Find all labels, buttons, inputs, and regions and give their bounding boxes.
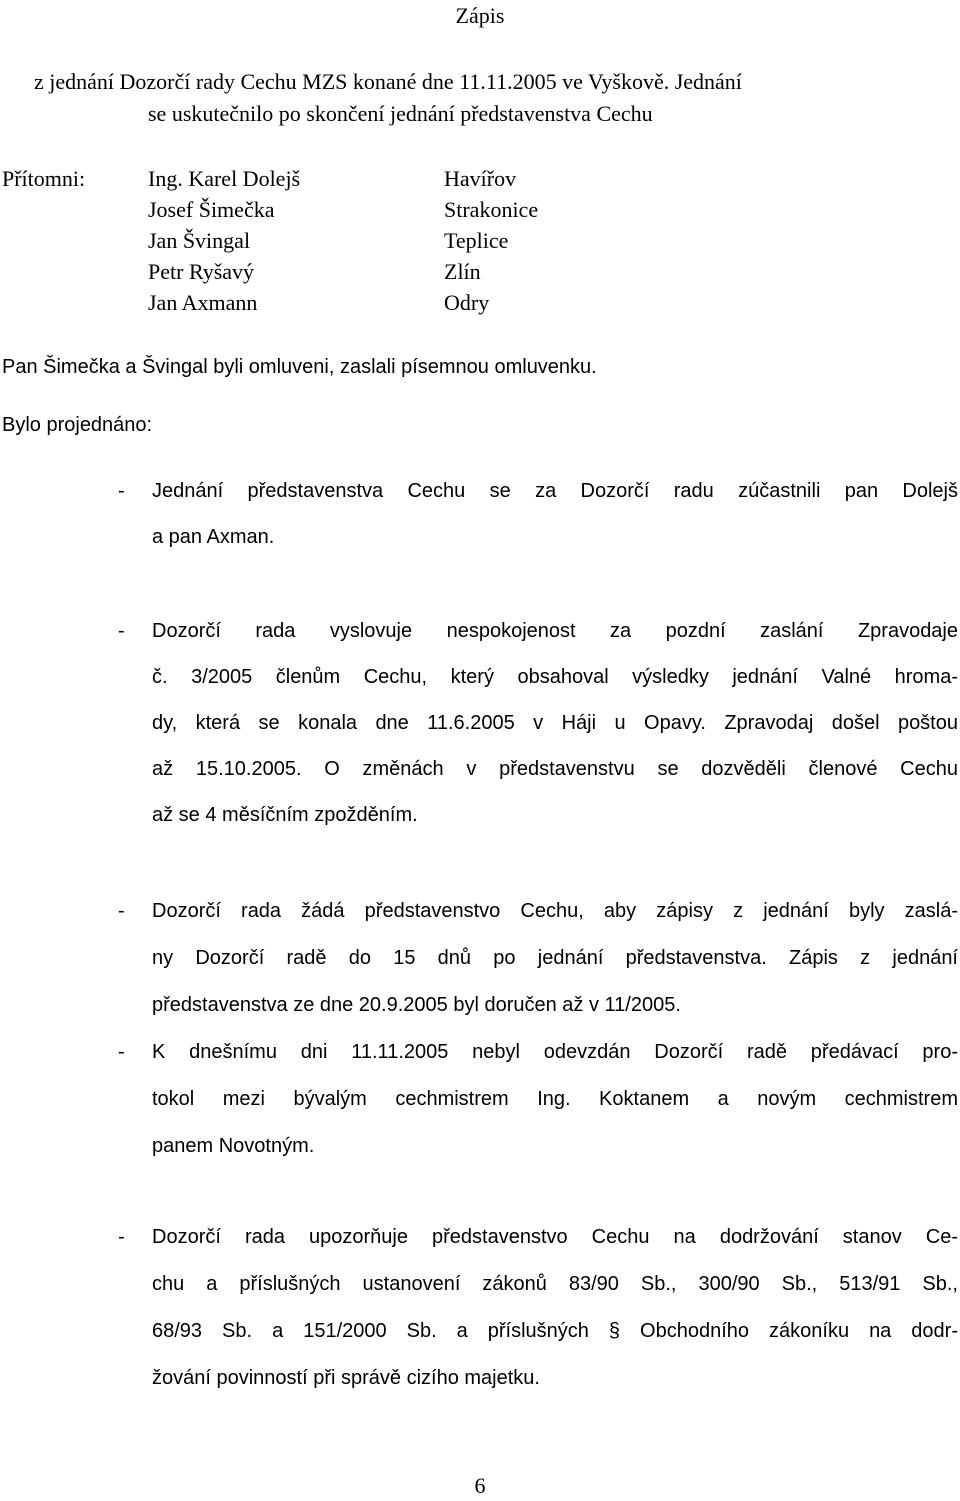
- text-line: panem Novotným.: [152, 1135, 315, 1157]
- attendee-place: Zlín: [444, 259, 481, 284]
- attendee-place: Havířov: [444, 166, 517, 191]
- text-line: až 15.10.2005. O změnách v představenstvu se dozvěděli členové Cechu: [152, 758, 958, 780]
- agenda-item-text: [152, 608, 958, 838]
- agenda-item-text: [152, 1214, 958, 1402]
- attendee-place: Odry: [444, 290, 490, 315]
- discussed-label: Bylo projednáno:: [2, 414, 153, 436]
- text-line: ny Dozorčí radě do 15 dnů po jednání představenstva. Zápis z jednání: [152, 947, 958, 969]
- list-dash: -: [118, 1226, 125, 1248]
- text-line: 68/93 Sb. a 151/2000 Sb. a příslušných § Obchodního zákoníku na dodr-: [152, 1320, 958, 1342]
- text-line: Dozorčí rada žádá představenstvo Cechu, aby zápisy z jednání byly zaslá-: [152, 900, 958, 922]
- text-line: až se 4 měsíčním zpožděním.: [152, 804, 418, 826]
- attendee-name: Jan Švingal: [148, 228, 251, 253]
- agenda-item-text: [152, 468, 958, 560]
- agenda-item-text: [152, 1029, 958, 1170]
- text-line: chu a příslušných ustanovení zákonů 83/90 Sb., 300/90 Sb., 513/91 Sb.,: [152, 1273, 958, 1295]
- page-number: 6: [474, 1473, 486, 1498]
- list-dash: -: [118, 480, 125, 502]
- text-line: žování povinností při správě cizího majetku.: [152, 1367, 540, 1389]
- list-dash: -: [118, 1041, 125, 1063]
- subtitle-line-1: z jednání Dozorčí rady Cechu MZS konané dne 11.11.2005 ve Vyškově. Jednání: [34, 69, 742, 94]
- text-line: K dnešnímu dni 11.11.2005 nebyl odevzdán Dozorčí radě předávací pro-: [152, 1041, 958, 1063]
- document-title: Zápis: [455, 3, 505, 28]
- attendee-place: Strakonice: [444, 197, 539, 222]
- attendee-name: Jan Axmann: [148, 290, 258, 315]
- text-line: představenstva ze dne 20.9.2005 byl doručen až v 11/2005.: [152, 994, 681, 1016]
- attendee-place: Teplice: [444, 228, 509, 253]
- text-line: a pan Axman.: [152, 526, 275, 548]
- text-line: Dozorčí rada vyslovuje nespokojenost za pozdní zaslání Zpravodaje: [152, 620, 958, 642]
- agenda-item-text: [152, 888, 958, 1029]
- list-dash: -: [118, 620, 125, 642]
- subtitle-line-2: se uskutečnilo po skončení jednání představenstva Cechu: [148, 101, 653, 126]
- text-line: č. 3/2005 členům Cechu, který obsahoval výsledky jednání Valné hroma-: [152, 666, 958, 688]
- attendee-name: Petr Ryšavý: [148, 259, 255, 284]
- text-line: Jednání představenstva Cechu se za Dozorčí radu zúčastnili pan Dolejš: [152, 480, 958, 502]
- excused-note: Pan Šimečka a Švingal byli omluveni, zaslali písemnou omluvenku.: [2, 356, 597, 378]
- text-line: tokol mezi bývalým cechmistrem Ing. Koktanem a novým cechmistrem: [152, 1088, 958, 1110]
- text-line: dy, která se konala dne 11.6.2005 v Háji u Opavy. Zpravodaj došel poštou: [152, 712, 958, 734]
- attendance-label: Přítomni:: [2, 166, 86, 191]
- attendee-name: Josef Šimečka: [148, 197, 275, 222]
- attendee-name: Ing. Karel Dolejš: [148, 166, 301, 191]
- text-line: Dozorčí rada upozorňuje představenstvo Cechu na dodržování stanov Ce-: [152, 1226, 958, 1248]
- list-dash: -: [118, 900, 125, 922]
